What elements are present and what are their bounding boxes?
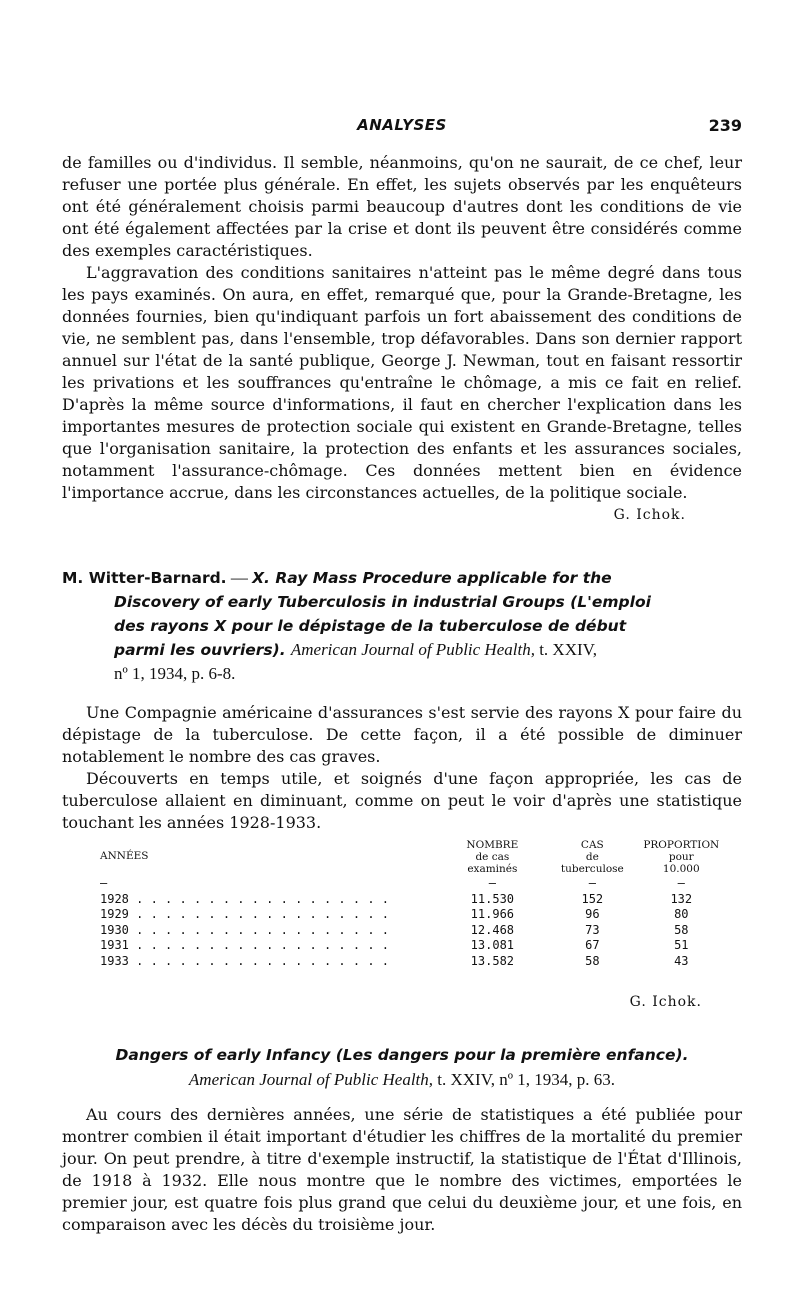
reference-title: Dangers of early Infancy (Les dangers pour la première enfance). [115,1046,689,1064]
header-annees: ANNÉES [100,850,149,862]
tb-cell: 152 [581,891,604,906]
examined-cell: 11.966 [470,907,515,921]
examined-cell: 11.530 [470,891,515,906]
header-nombre: NOMBRE de cas examinés [466,839,519,875]
examined-cell: 12.468 [470,922,515,937]
table-header-row [62,838,722,876]
paragraph: de familles ou d'individus. Il semble, néanmoins, qu'on ne saurait, de ce chef, leur refuser une portée plus générale. En effet, les sujets observés par les enquêteurs ont été généralement choisis parmi beaucoup d'autres dont les conditions de vie ont été également affectées par la crise et dont ils peuvent être considérés comme des exemples caractéristiques. [62,153,742,260]
reference-line: Discovery of early Tuberculosis in industrial Groups (L'emploi [114,593,651,611]
running-header [62,116,742,136]
year-cell: 1933 [100,953,129,968]
paragraph: Une Compagnie américaine d'assurances s'est servie des rayons X pour faire du dépistage de la tuberculose. De cette façon, il a été possible de diminuer notablement le nombre des cas graves. [62,703,742,766]
proportion-cell: 80 [674,907,689,921]
reference-line: des rayons X pour le dépistage de la tuberculose de début [114,617,627,635]
tb-cell: 58 [585,953,600,968]
table-row: 1929 . . . . . . . . . . . . . . . . . . 11.966 96 80 [62,907,722,923]
proportion-cell: 43 [674,953,689,968]
statistics-table [62,838,722,969]
year-cell: 1928 [100,891,129,906]
reference-line: parmi les ouvriers). American Journal of Public Health, t. XXIV, [114,640,597,659]
table-row: 1928 . . . . . . . . . . . . . . . . . . 11.530 152 132 [62,892,722,908]
journal-name: American Journal of Public Health, [290,640,535,659]
proportion-cell: 132 [670,891,693,906]
header-proportion: PROPORTION pour 10.000 [643,839,720,875]
article-reference-1 [62,566,742,686]
year-cell: 1930 [100,922,129,937]
reference-line: M. Witter-Barnard. — X. Ray Mass Procedure applicable for the [62,568,612,587]
examined-cell: 13.081 [470,938,515,952]
page-number: 239 [708,116,742,135]
section-title: ANALYSES [357,116,447,134]
tb-cell: 67 [585,938,600,952]
reference-title: X. Ray Mass Procedure applicable for the [252,569,612,587]
paragraph: L'aggravation des conditions sanitaires n'atteint pas le même degré dans tous les pays examinés. On aura, en effet, remarqué que, pour la Grande-Bretagne, les données fournies, bien qu'indiquant parfois un fort abaissement des conditions de vie, ne semblent pas, dans l'ensemble, trop défavorables. Dans son dernier rapport annuel sur l'état de la santé publique, George J. Newman, tout en faisant ressortir les privations et les souffrances qu'entraîne le chômage, a mis ce fait en relief. D'après la même source d'informations, il faut en chercher l'explication dans les importantes mesures de protection sociale qui existent en Grande-Bretagne, telles que l'organisation sanitaire, la protection des enfants et les assurances sociales, notamment l'assurance-chômage. Ces données mettent bien en évidence l'importance accrue, dans les circonstances actuelles, de la politique sociale. [62,263,742,502]
table-row: 1931 . . . . . . . . . . . . . . . . . . 13.081 67 51 [62,938,722,954]
analysis-block-2 [62,702,742,834]
author-signature: G. Ichok. [613,507,686,523]
year-cell: 1931 [100,938,129,952]
article-reference-2 [62,1042,742,1092]
examined-cell: 13.582 [470,953,515,968]
header-cas: CAS de tuberculose [560,839,624,875]
dash-row: — — — — [100,876,685,890]
journal-name: American Journal of Public Health, [188,1070,434,1089]
tb-cell: 96 [585,907,600,921]
reference-source: American Journal of Public Health, t. XXIV, nº 1, 1934, p. 63. [188,1070,616,1089]
year-cell: 1929 [100,907,129,921]
reference-author: M. Witter-Barnard. [62,569,227,587]
analysis-block-1 [62,152,742,526]
analysis-block-3 [62,1104,742,1236]
proportion-cell: 58 [674,922,689,937]
proportion-cell: 51 [674,938,689,952]
author-signature: G. Ichok. [629,994,702,1010]
paragraph: Découverts en temps utile, et soignés d'une façon appropriée, les cas de tuberculose allaient en diminuant, comme on peut le voir d'après une statistique touchant les années 1928-1933. [62,769,742,832]
tb-cell: 73 [585,922,600,937]
table-row: 1930 . . . . . . . . . . . . . . . . . . 12.468 73 58 [62,923,722,939]
table-row: 1933 . . . . . . . . . . . . . . . . . . 13.582 58 43 [62,954,722,970]
paragraph: Au cours des dernières années, une série de statistiques a été publiée pour montrer combien il était important d'étudier les chiffres de la mortalité du premier jour. On peut prendre, à titre d'exemple instructif, la statistique de l'État d'Illinois, de 1918 à 1932. Elle nous montre que le nombre des victimes, emportées le premier jour, est quatre fois plus grand que celui du deuxième jour, et une fois, en comparaison avec les décès du troisième jour. [62,1105,742,1234]
reference-line: nº 1, 1934, p. 6-8. [114,664,236,683]
